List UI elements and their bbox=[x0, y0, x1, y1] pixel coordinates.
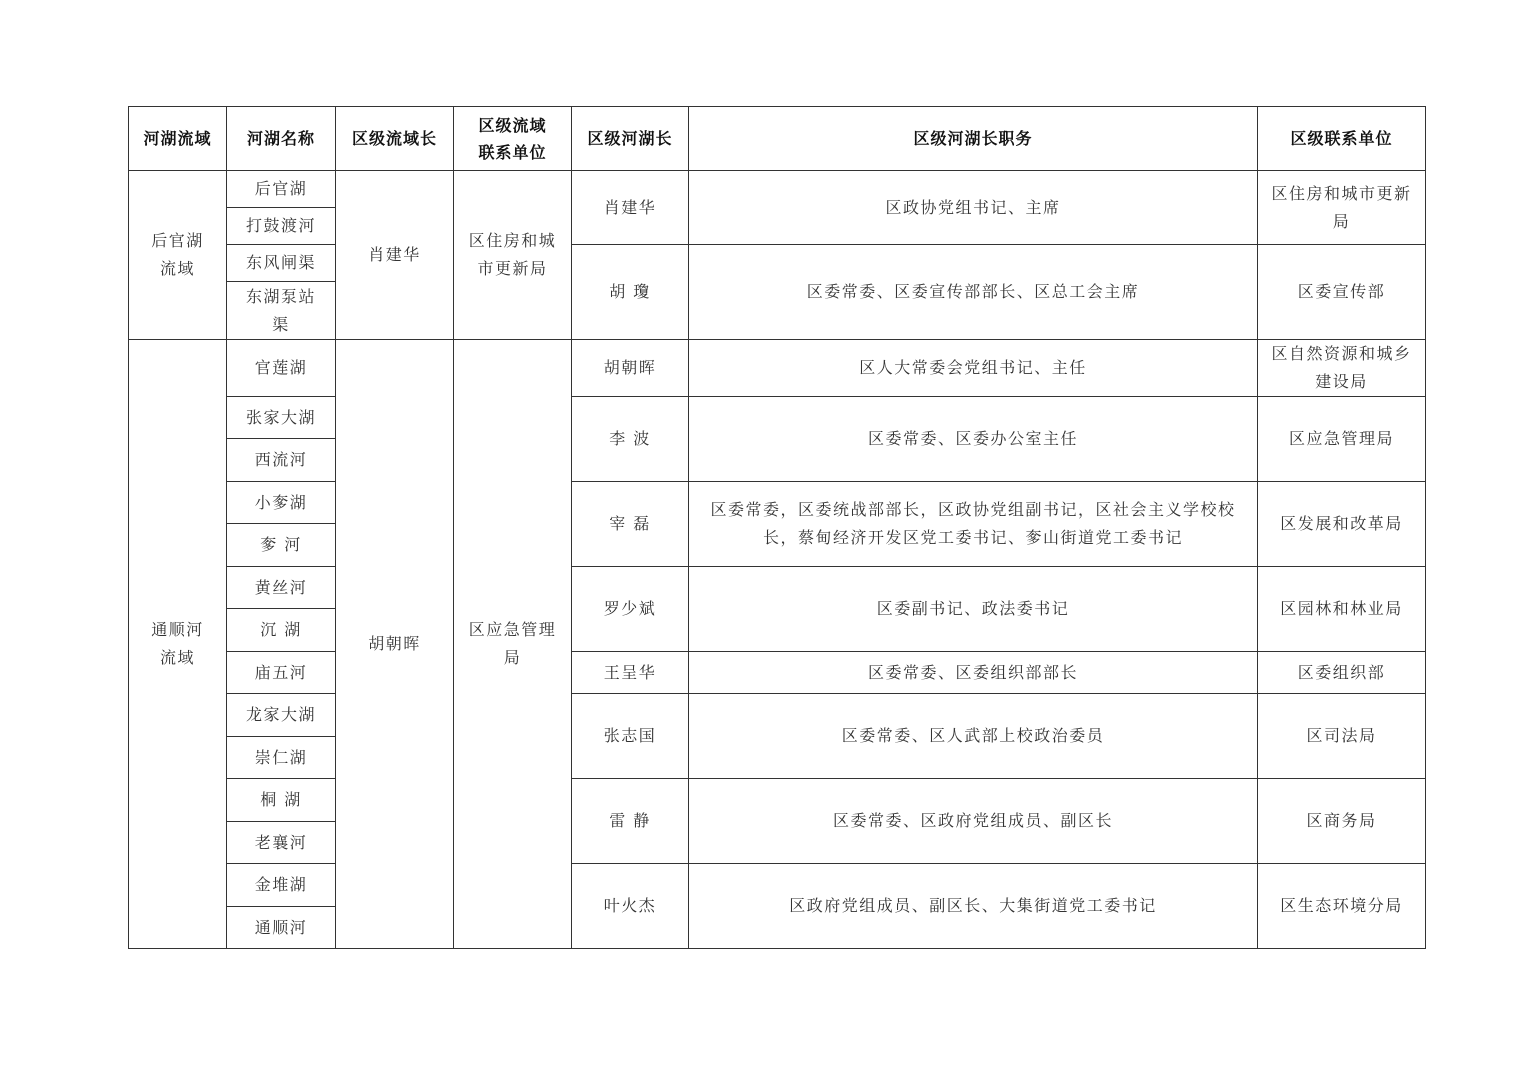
chief-cell: 张志国 bbox=[572, 694, 689, 779]
duty-cell: 区委常委、区人武部上校政治委员 bbox=[689, 694, 1258, 779]
unit-cell: 区发展和改革局 bbox=[1258, 482, 1426, 567]
chief-cell: 胡 瓊 bbox=[572, 245, 689, 340]
basin-chief-cell: 胡朝晖 bbox=[336, 340, 454, 949]
duty-cell: 区委常委、区委办公室主任 bbox=[689, 397, 1258, 482]
chief-cell: 肖建华 bbox=[572, 171, 689, 245]
chief-cell: 宰 磊 bbox=[572, 482, 689, 567]
river-name-cell: 东风闸渠 bbox=[227, 245, 336, 282]
unit-cell: 区司法局 bbox=[1258, 694, 1426, 779]
basin-chief-cell: 肖建华 bbox=[336, 171, 454, 340]
river-chief-table bbox=[128, 106, 1426, 949]
basin-unit-cell: 区应急管理局 bbox=[454, 340, 572, 949]
header-unit: 区级联系单位 bbox=[1258, 107, 1426, 171]
river-name-cell: 金堆湖 bbox=[227, 864, 336, 907]
duty-cell: 区委常委、区委组织部部长 bbox=[689, 652, 1258, 694]
river-name-cell: 后官湖 bbox=[227, 171, 336, 208]
unit-cell: 区住房和城市更新局 bbox=[1258, 171, 1426, 245]
unit-cell: 区应急管理局 bbox=[1258, 397, 1426, 482]
chief-cell: 李 波 bbox=[572, 397, 689, 482]
duty-cell: 区委常委、区委宣传部部长、区总工会主席 bbox=[689, 245, 1258, 340]
river-name-cell: 西流河 bbox=[227, 439, 336, 482]
river-name-cell: 通顺河 bbox=[227, 907, 336, 949]
river-name-cell: 老襄河 bbox=[227, 822, 336, 864]
basin-unit-cell: 区住房和城市更新局 bbox=[454, 171, 572, 340]
header-chief: 区级河湖长 bbox=[572, 107, 689, 171]
river-name-cell: 崇仁湖 bbox=[227, 737, 336, 779]
header-basin-unit: 区级流域联系单位 bbox=[454, 107, 572, 171]
unit-cell: 区园林和林业局 bbox=[1258, 567, 1426, 652]
chief-cell: 王呈华 bbox=[572, 652, 689, 694]
duty-cell: 区人大常委会党组书记、主任 bbox=[689, 340, 1258, 397]
river-name-cell: 打鼓渡河 bbox=[227, 208, 336, 245]
basin-cell: 通顺河流域 bbox=[129, 340, 227, 949]
river-name-cell: 官莲湖 bbox=[227, 340, 336, 397]
river-name-cell: 小奓湖 bbox=[227, 482, 336, 524]
duty-cell: 区政协党组书记、主席 bbox=[689, 171, 1258, 245]
river-name-cell: 庙五河 bbox=[227, 652, 336, 694]
basin-cell: 后官湖流域 bbox=[129, 171, 227, 340]
river-name-cell: 龙家大湖 bbox=[227, 694, 336, 737]
header-basin-chief: 区级流域长 bbox=[336, 107, 454, 171]
duty-cell: 区委常委，区委统战部部长，区政协党组副书记，区社会主义学校校长，蔡甸经济开发区党工委书记、奓山街道党工委书记 bbox=[689, 482, 1258, 567]
duty-cell: 区委副书记、政法委书记 bbox=[689, 567, 1258, 652]
river-name-cell: 沉 湖 bbox=[227, 609, 336, 652]
unit-cell: 区委宣传部 bbox=[1258, 245, 1426, 340]
river-name-cell: 东湖泵站渠 bbox=[227, 282, 336, 340]
river-name-cell: 黄丝河 bbox=[227, 567, 336, 609]
river-name-cell: 奓 河 bbox=[227, 524, 336, 567]
duty-cell: 区委常委、区政府党组成员、副区长 bbox=[689, 779, 1258, 864]
chief-cell: 罗少斌 bbox=[572, 567, 689, 652]
chief-cell: 叶火杰 bbox=[572, 864, 689, 949]
unit-cell: 区自然资源和城乡建设局 bbox=[1258, 340, 1426, 397]
header-basin: 河湖流域 bbox=[129, 107, 227, 171]
unit-cell: 区委组织部 bbox=[1258, 652, 1426, 694]
unit-cell: 区商务局 bbox=[1258, 779, 1426, 864]
header-river-name: 河湖名称 bbox=[227, 107, 336, 171]
unit-cell: 区生态环境分局 bbox=[1258, 864, 1426, 949]
duty-cell: 区政府党组成员、副区长、大集街道党工委书记 bbox=[689, 864, 1258, 949]
chief-cell: 胡朝晖 bbox=[572, 340, 689, 397]
river-name-cell: 张家大湖 bbox=[227, 397, 336, 439]
header-duty: 区级河湖长职务 bbox=[689, 107, 1258, 171]
chief-cell: 雷 静 bbox=[572, 779, 689, 864]
river-name-cell: 桐 湖 bbox=[227, 779, 336, 822]
